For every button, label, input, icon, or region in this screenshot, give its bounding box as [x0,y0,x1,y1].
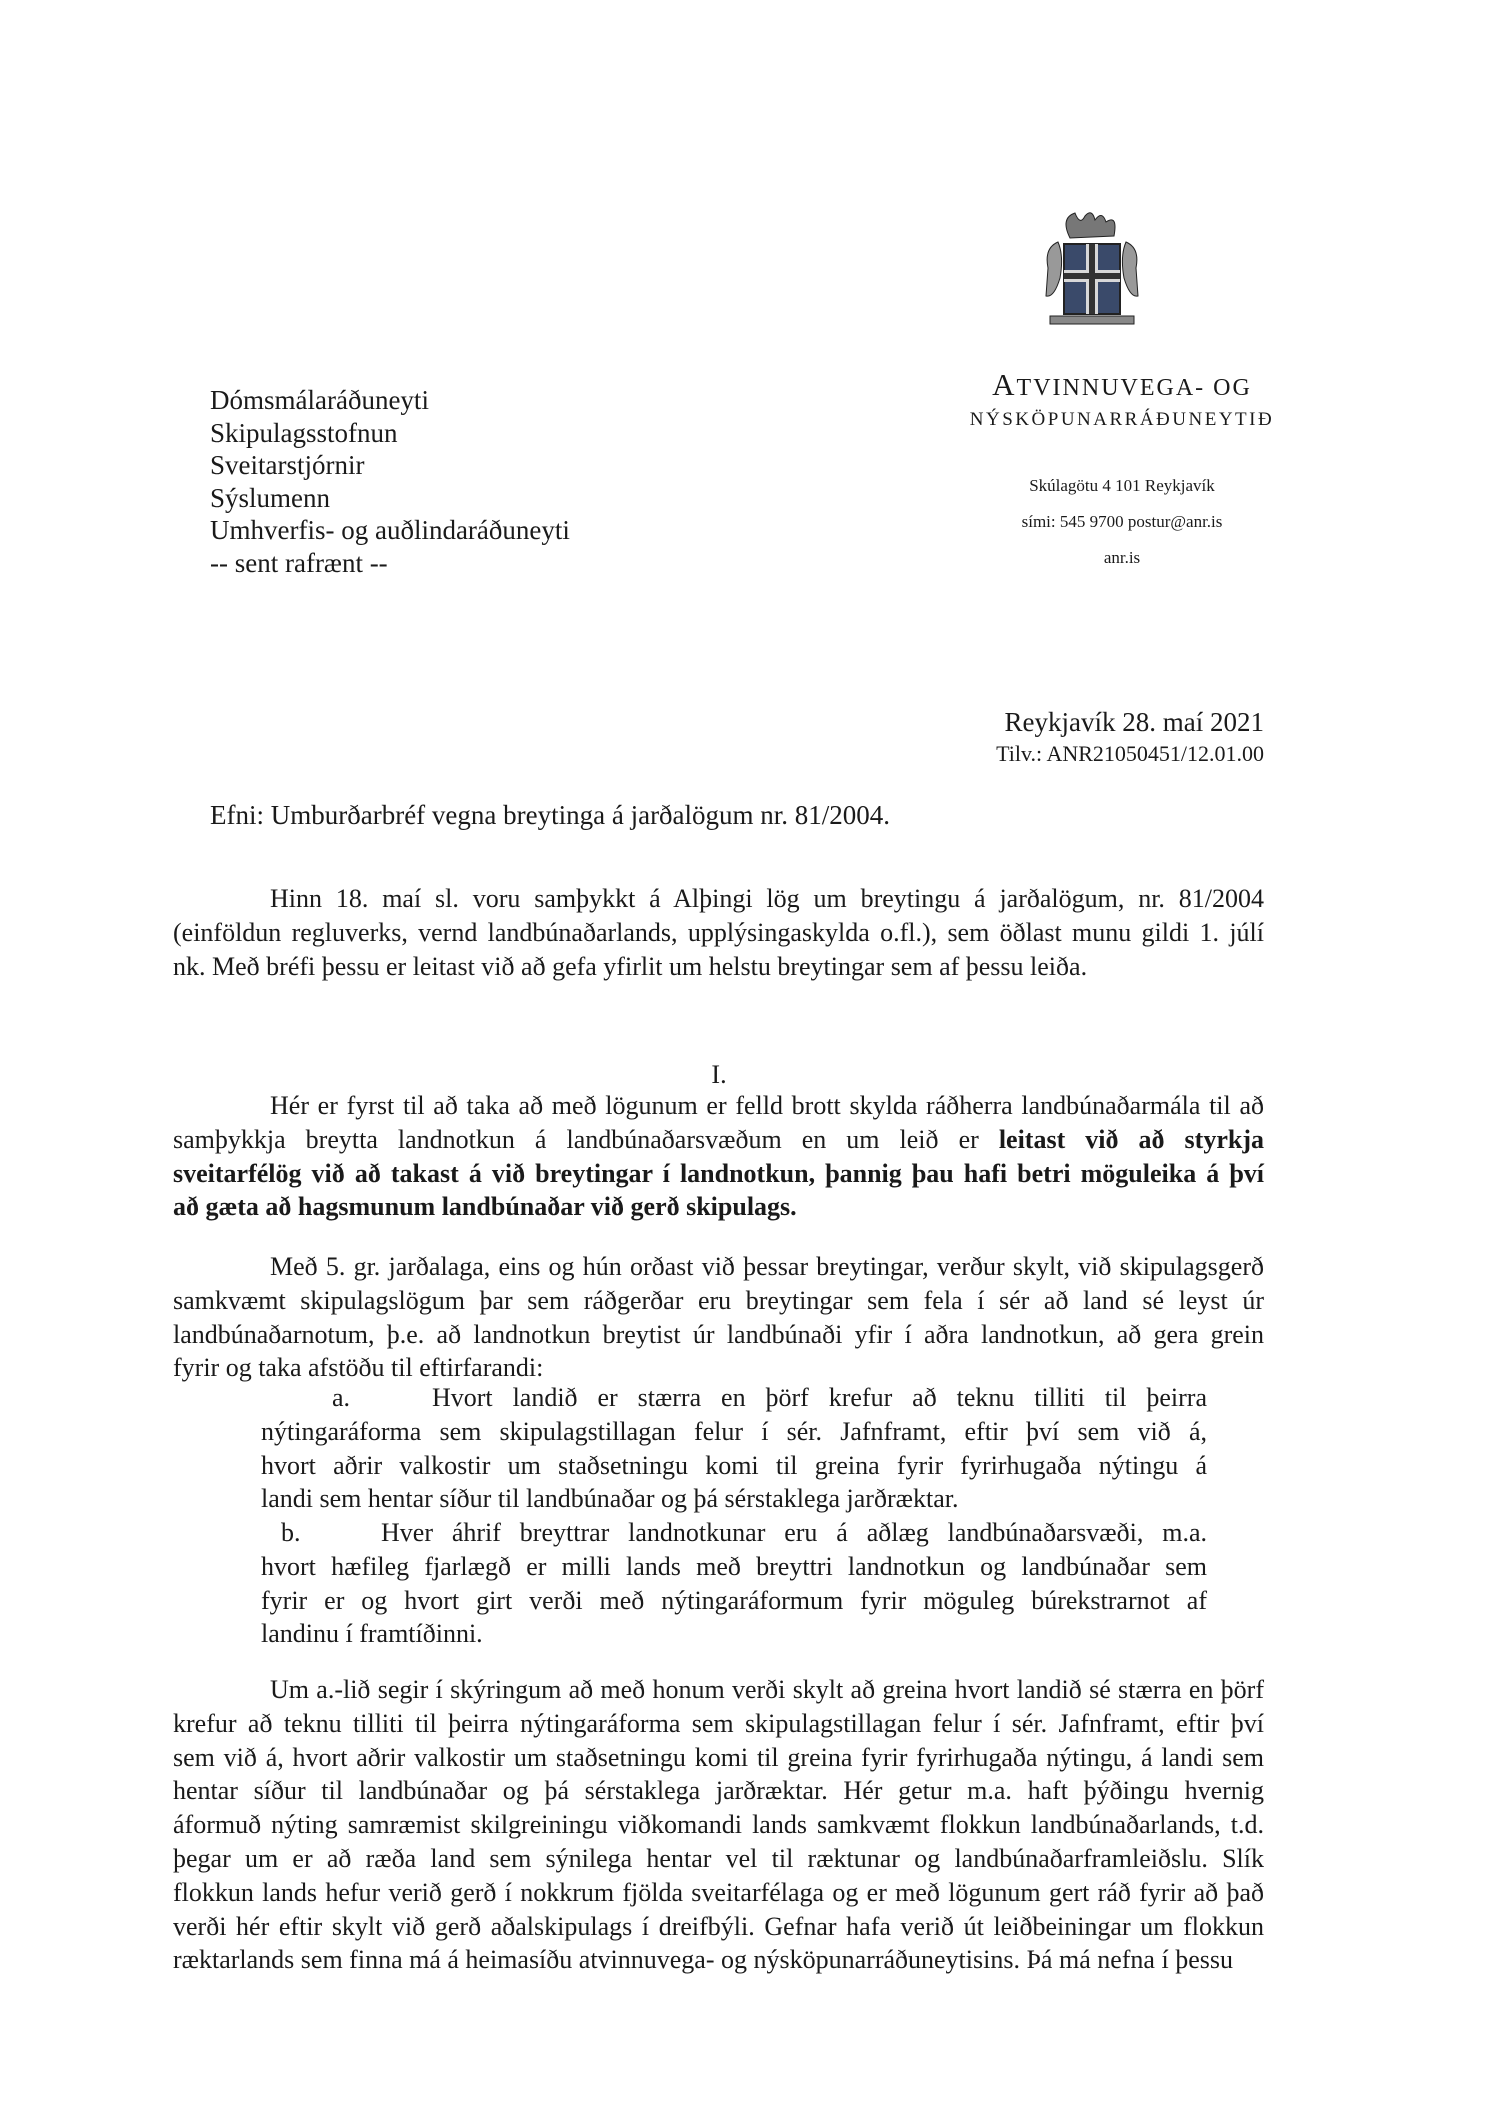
paragraph-line: áformuð nýting samræmist skilgreiningu viðkomandi lands samkvæmt flokkun landbúnaðarlands, t.d. [173,1810,1264,1840]
paragraph-line: Hinn 18. maí sl. voru samþykkt á Alþingi lög um breytingu á jarðalögum, nr. 81/2004 [270,884,1264,913]
coat-of-arms-logo [1040,208,1144,330]
paragraph-line [173,1089,1264,1123]
paragraph-line: nýtingaráforma sem skipulagstillagan felur í sér. Jafnframt, eftir því sem við á, [261,1416,1207,1446]
list-item-a [261,1381,1207,1516]
paragraph-line: Hver áhrif breyttrar landnotkunar eru á aðlæg landbúnaðarsvæði, m.a. [381,1518,1207,1547]
delivery-note: -- sent rafrænt -- [210,547,388,578]
paragraph-line: fyrir er og hvort girt verði með nýtingaráformum fyrir möguleg búrekstrarnot af [261,1585,1207,1615]
recipient: Skipulagsstofnun [210,417,398,448]
paragraph-line: landinu í framtíðinni. [261,1619,483,1649]
paragraph-article-5 [173,1250,1264,1385]
text: Hér er fyrst til að taka að með lögunum er felld brott skylda ráðherra landbúnaðarmála til að [270,1091,1264,1120]
paragraph-line: fyrir og taka afstöðu til eftirfarandi: [173,1353,544,1383]
paragraph-line: Um a.-lið segir í skýringum að með honum verði skylt að greina hvort landið sé stærra en þörf [270,1675,1264,1704]
ministry-name-line2: NÝSKÖPUNARRÁÐUNEYTIÐ [969,409,1275,430]
reference-number: Tilv.: ANR21050451/12.01.00 [996,741,1264,766]
paragraph-line [173,1157,1264,1191]
ministry-name-line1 [922,368,1322,405]
paragraph-line: samkvæmt skipulagslögum þar sem ráðgerðar eru breytingar sem fela í sér að land sé leyst úr [173,1285,1264,1315]
bold-text: að gæta að hagsmunum landbúnaðar við gerð skipulags. [173,1192,797,1222]
ministry-name-rest: TVINNUVEGA- OG [1016,375,1252,401]
paragraph-line: Hvort landið er stærra en þörf krefur að teknu tilliti til þeirra [432,1383,1207,1412]
paragraph-line: (einföldun regluverks, vernd landbúnaðarlands, upplýsingaskylda o.fl.), sem öðlast munu gildi 1. júlí [173,917,1264,947]
recipient: Dómsmálaráðuneyti [210,385,429,415]
sender-ministry [922,368,1322,435]
paragraph-line: sem við á, hvort aðrir valkostir um staðsetningu komi til greina fyrir fyrirhugaða nýtingu, á landi sem [173,1742,1264,1772]
list-item-text [261,1381,1207,1516]
sender-website: anr.is [1103,548,1141,567]
paragraph-line: krefur að teknu tilliti til þeirra nýtingaráforma sem skipulagstillagan felur í sér. Jafnframt, eftir því [173,1708,1264,1738]
recipients-list [210,384,570,579]
list-item-b [261,1516,1207,1651]
subject-line: Efni: Umburðarbréf vegna breytinga á jarðalögum nr. 81/2004. [210,800,891,830]
paragraph-line: hentar síður til landbúnaðar og þá sérstaklega jarðræktar. Hér getur m.a. haft þýðingu hvernig [173,1776,1264,1806]
sender-address: Skúlagötu 4 101 Reykjavík [1029,476,1215,495]
paragraph-line [173,1123,1264,1157]
recipient: Sýslumenn [210,482,331,513]
paragraph-line: þegar um er að ræða land sem sýnilega hentar vel til ræktunar og landbúnaðarframleiðslu. Slík [173,1843,1264,1873]
list-item-text [261,1516,1207,1651]
paragraph-intro [173,882,1264,983]
date-block [996,706,1264,770]
paragraph-line: nk. Með bréfi þessu er leitast við að gefa yfirlit um helstu breytingar sem af þessu leiða. [173,951,1088,981]
paragraph-line [173,1190,1264,1224]
paragraph-line: flokkun lands hefur verið gerð í nokkrum fjölda sveitarfélaga og er með lögunum gert ráð fyrir að það [173,1877,1264,1907]
list-marker: b. [281,1518,301,1547]
letter-date: Reykjavík 28. maí 2021 [1004,707,1264,737]
sender-address-block [922,468,1322,576]
recipient: Sveitarstjórnir [210,450,365,480]
initial-cap: A [992,367,1017,402]
paragraph-explanation [173,1673,1264,1977]
section-heading: I. [711,1060,727,1089]
paragraph-section-1 [173,1089,1264,1224]
bold-text: sveitarfélög við að takast á við breytingar í landnotkun, þannig þau hafi betri möguleika á því [173,1158,1264,1188]
text: samþykkja breytta landnotkun á landbúnaðarsvæðum en um leið er [173,1124,999,1154]
paragraph-line: landbúnaðarnotum, þ.e. að landnotkun breytist úr landbúnaði yfir í aðra landnotkun, að gera grein [173,1319,1264,1349]
bold-text: leitast við að styrkja [998,1124,1264,1154]
paragraph-line: hvort aðrir valkostir um staðsetningu komi til greina fyrir fyrirhugaða nýtingu á [261,1450,1207,1480]
list-marker: a. [332,1383,351,1412]
paragraph-line: ræktarlands sem finna má á heimasíðu atvinnuvega- og nýsköpunarráðuneytisins. Þá má nefna í þessu [173,1945,1233,1975]
paragraph-line: verði hér eftir skylt við gerð aðalskipulags í dreifbýli. Gefnar hafa verið út leiðbeiningar um flokkun [173,1911,1264,1941]
paragraph-line: Með 5. gr. jarðalaga, eins og hún orðast við þessar breytingar, verður skylt, við skipulagsgerð [270,1252,1264,1281]
recipient: Umhverfis- og auðlindaráðuneyti [210,515,570,545]
sender-contact: sími: 545 9700 postur@anr.is [1021,512,1223,531]
paragraph-line: hvort hæfileg fjarlægð er milli lands með breyttri landnotkun og landbúnaðar sem [261,1551,1207,1581]
paragraph-line: landi sem hentar síður til landbúnaðar og þá sérstaklega jarðræktar. [261,1484,959,1514]
